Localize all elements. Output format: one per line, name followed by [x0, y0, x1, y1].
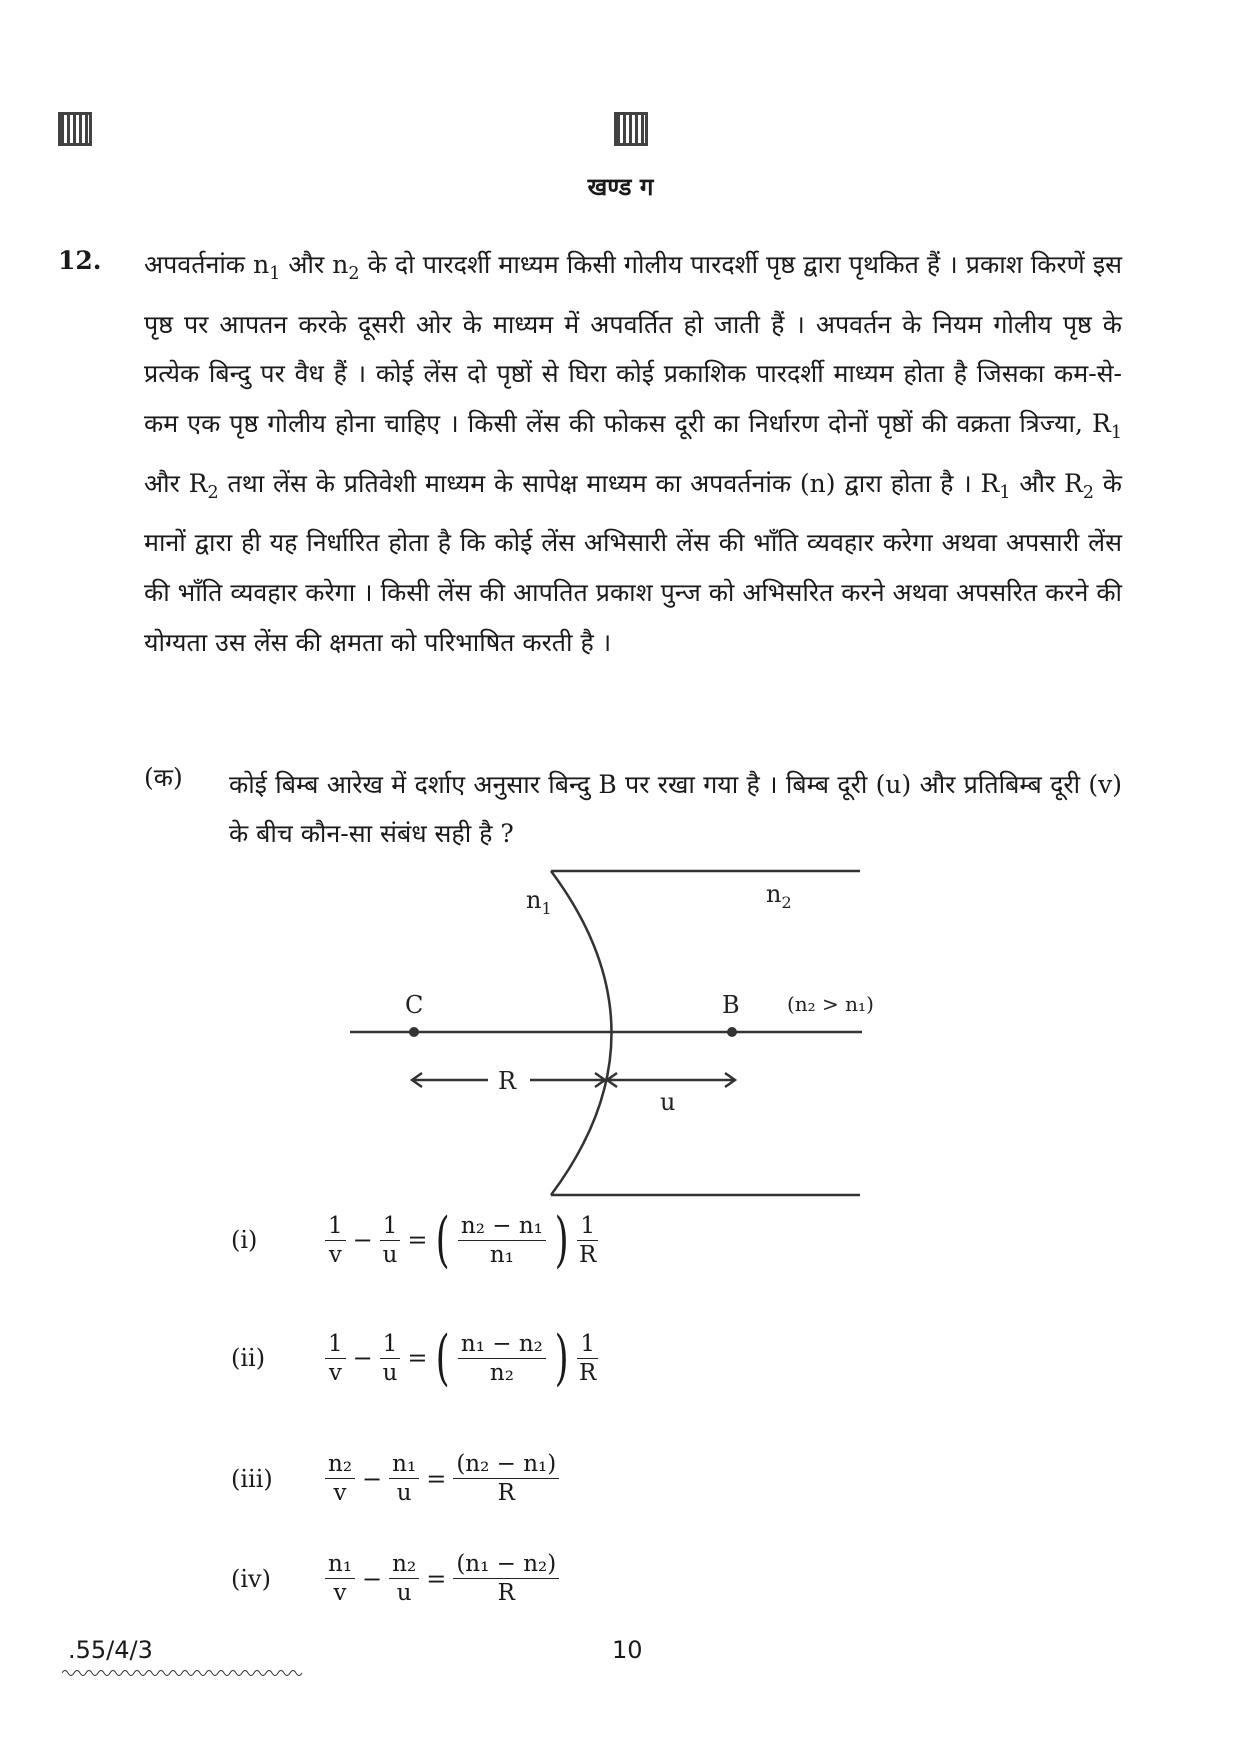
option-i[interactable]: (i) $\frac{1}{v}$ − $\frac{1}{u}$ = ( $\frac{\text{n₂ − n₁}}{\text{n₁}}$ ) $\frac{1}{R}$	[231, 1205, 597, 1275]
denominator: u	[396, 1580, 412, 1606]
sub: 2	[348, 264, 360, 285]
option-label: (ii)	[231, 1344, 266, 1372]
numerator: 1	[380, 1330, 401, 1359]
option-label: (iv)	[231, 1564, 271, 1593]
sub: 1	[1110, 423, 1122, 444]
question-number: 12.	[58, 246, 102, 275]
denominator: v	[333, 1580, 347, 1606]
fraction	[458, 1212, 546, 1269]
fraction	[577, 1212, 598, 1269]
label-condition: (n₂ > n₁)	[787, 992, 874, 1016]
fraction	[380, 1330, 401, 1387]
denominator: R	[578, 1359, 597, 1386]
label-r: R	[498, 1067, 517, 1095]
numerator: (n₂ − n₁)	[453, 1450, 559, 1479]
point-b	[727, 1027, 737, 1037]
numerator: n₂	[389, 1550, 419, 1579]
numerator: n₁ − n₂	[458, 1330, 546, 1359]
fraction	[453, 1450, 559, 1507]
fraction	[325, 1450, 355, 1507]
text: और	[280, 250, 333, 279]
sub: 2	[207, 482, 219, 503]
option-label: (i)	[231, 1226, 258, 1254]
numerator: n₂ − n₁	[458, 1212, 546, 1241]
label-n1: $n_1$	[526, 886, 552, 918]
fraction	[453, 1550, 559, 1607]
paper-code: .55/4/3	[68, 1636, 153, 1664]
fraction	[577, 1330, 598, 1387]
label-u: u	[660, 1088, 676, 1116]
text: अपवर्तनांक	[144, 250, 254, 279]
fraction	[389, 1550, 419, 1607]
option-label: (iii)	[231, 1464, 273, 1493]
var: n	[253, 250, 270, 279]
denominator: v	[328, 1241, 342, 1268]
denominator: u	[396, 1480, 412, 1506]
numerator: (n₁ − n₂)	[453, 1550, 559, 1579]
fraction	[325, 1550, 355, 1607]
text: के मानों द्वारा ही यह निर्धारित होता है कि कोई लेंस अभिसारी लेंस की भाँति व्यवहार करेगा अथवा अपसारी लेंस की भाँति व्यवहार करेगा । किसी लेंस की आपतित प्रकाश पुन्ज को अभिसरित करने अथवा अपसरित करने की योग्यता उस लेंस की क्षमता को परिभाषित करती है ।	[144, 468, 1122, 657]
var: R	[1092, 408, 1111, 438]
page-number: 10	[612, 1636, 643, 1664]
text: और	[1010, 468, 1064, 498]
denominator: R	[497, 1480, 515, 1506]
var: R	[980, 468, 1000, 498]
part-label: (क)	[144, 763, 183, 792]
fraction	[380, 1212, 401, 1269]
option-ii[interactable]: (ii) $\frac{1}{v}$ − $\frac{1}{u}$ = ( $\frac{\text{n₁ − n₂}}{\text{n₂}}$ ) $\frac{1}{R}$	[231, 1323, 597, 1393]
numerator: n₁	[325, 1550, 355, 1579]
text: और	[144, 468, 189, 498]
var: R	[188, 468, 208, 498]
denominator: v	[328, 1359, 342, 1386]
var: R	[1063, 468, 1083, 498]
numerator: 1	[325, 1212, 346, 1241]
option-iv[interactable]: (iv) $\frac{\text{n₁}}{v}$ − $\frac{\text{n₂}}{u}$ = $\frac{\text{(n₁ − n₂)}}{R}$	[231, 1550, 563, 1607]
fraction	[458, 1330, 546, 1387]
numerator: n₂	[325, 1450, 355, 1479]
denominator: u	[382, 1359, 398, 1386]
option-iii[interactable]: (iii) $\frac{\text{n₂}}{v}$ − $\frac{\text{n₁}}{u}$ = $\frac{\text{(n₂ − n₁)}}{R}$	[231, 1450, 563, 1507]
var: n	[332, 250, 349, 279]
fraction	[389, 1450, 419, 1507]
point-c	[409, 1027, 419, 1037]
sub: 1	[269, 264, 281, 285]
denominator: n₂	[489, 1359, 514, 1386]
label-n2: $n_2$	[766, 880, 792, 912]
numerator: 1	[325, 1330, 346, 1359]
section-heading: खण्ड ग	[587, 172, 654, 201]
denominator: v	[333, 1480, 347, 1506]
text: के दो पारदर्शी माध्यम किसी गोलीय पारदर्शी पृष्ठ द्वारा पृथकित हैं । प्रकाश किरणें इस पृष्ठ पर आपतन करके दूसरी ओर के माध्यम में अपवर्तित हो जाती हैं । अपवर्तन के नियम गोलीय पृष्ठ के प्रत्येक बिन्दु पर वैध हैं । कोई लेंस दो पृष्ठों से घिरा कोई प्रकाशिक पारदर्शी माध्यम होता है जिसका कम-से-कम एक पृष्ठ गोलीय होना चाहिए । किसी लेंस की फोकस दूरी का निर्धारण दोनों पृष्ठों की वक्रता त्रिज्या,	[144, 250, 1122, 438]
part-text: कोई बिम्ब आरेख में दर्शाए अनुसार बिन्दु B पर रखा गया है । बिम्ब दूरी (u) और प्रतिबिम्ब दूरी (v) के बीच कौन-सा संबंध सही है ?	[229, 770, 1122, 848]
denominator: R	[578, 1241, 597, 1268]
denominator: n₁	[489, 1241, 514, 1268]
label-b: B	[722, 991, 740, 1019]
numerator: 1	[380, 1212, 401, 1241]
denominator: u	[382, 1241, 398, 1268]
numerator: 1	[577, 1330, 598, 1359]
denominator: R	[497, 1580, 515, 1606]
fraction	[325, 1212, 346, 1269]
numerator: 1	[577, 1212, 598, 1241]
wavy-underline	[62, 1668, 312, 1678]
text: तथा लेंस के प्रतिवेशी माध्यम के सापेक्ष माध्यम का अपवर्तनांक (n) द्वारा होता है ।	[218, 468, 981, 498]
fraction	[325, 1330, 346, 1387]
numerator: n₁	[389, 1450, 419, 1479]
sub: 1	[999, 482, 1011, 503]
sub: 2	[1082, 482, 1094, 503]
label-c: C	[405, 991, 424, 1019]
